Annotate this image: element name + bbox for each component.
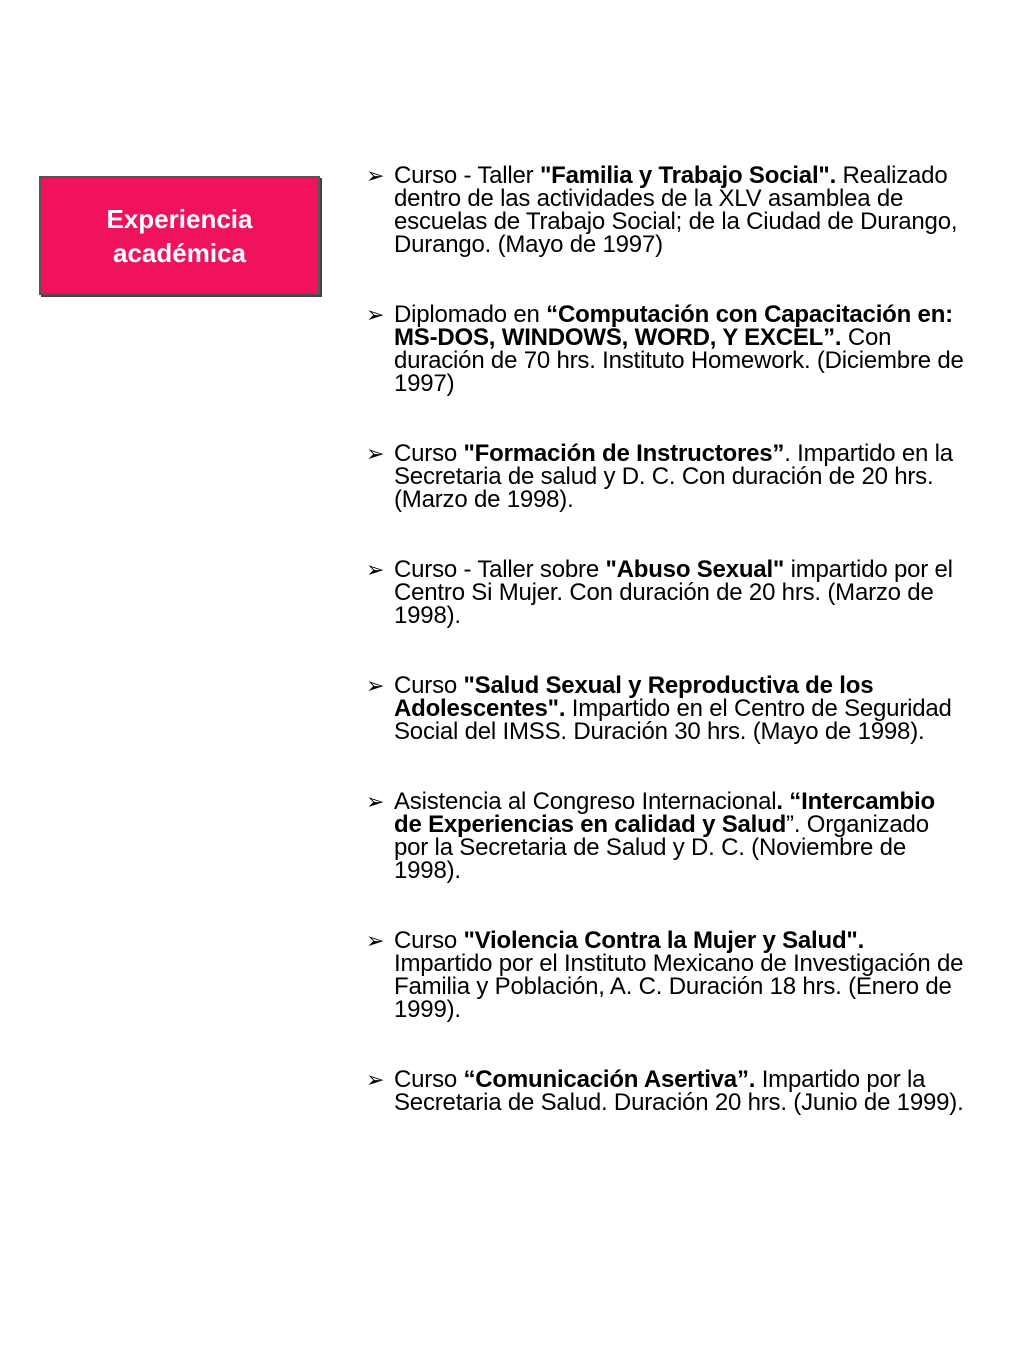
entry-text: Asistencia al Congreso Internacional (394, 788, 777, 815)
arrow-bullet-icon: ➢ (366, 557, 385, 582)
entry-text: Impartido en el Centro de Seguridad Social del IMSS. Duración 30 hrs. (Mayo de 1998). (394, 695, 952, 745)
arrow-bullet-icon: ➢ (366, 673, 385, 698)
section-title-line-2: académica (113, 237, 246, 268)
entry-highlight: “Comunicación Asertiva”. (463, 1066, 756, 1093)
arrow-bullet-icon: ➢ (366, 928, 385, 953)
entry-text: Curso (394, 1066, 464, 1093)
entry-text: Curso (394, 927, 464, 954)
arrow-bullet-icon: ➢ (366, 163, 385, 188)
arrow-bullet-icon: ➢ (366, 302, 385, 327)
list-item (366, 790, 966, 882)
entry-text: . Impartido en la Secretaria de salud y D. C. Con duración de 20 hrs. (Marzo de 1998). (394, 440, 953, 513)
entry-highlight: "Familia y Trabajo Social". (539, 162, 837, 189)
entry-highlight: . “Intercambio de Experiencias en calidad y Salud (394, 788, 935, 838)
list-item (366, 164, 966, 256)
arrow-bullet-icon: ➢ (366, 441, 385, 466)
list-item (366, 674, 966, 743)
list-item (366, 929, 966, 1021)
list-item (366, 558, 966, 627)
entry-text: Curso (394, 672, 464, 699)
section-heading-box (39, 176, 320, 295)
entry-text: Con duración de 70 hrs. Instituto Homework. (Diciembre de 1997) (394, 324, 964, 397)
arrow-bullet-icon: ➢ (366, 1067, 385, 1092)
list-item (366, 442, 966, 511)
entry-text: Curso - Taller (394, 162, 540, 189)
entry-highlight: "Formación de Instructores” (463, 440, 785, 467)
entry-highlight: "Salud Sexual y Reproductiva de los Adolescentes". (394, 672, 874, 722)
entry-text: Impartido por el Instituto Mexicano de Investigación de Familia y Población, A. C. Duración 18 hrs. (Enero de 1999). (394, 950, 964, 1023)
arrow-bullet-icon: ➢ (366, 789, 385, 814)
list-item (366, 303, 966, 395)
academic-experience-list (366, 164, 966, 1114)
list-item (366, 1068, 966, 1114)
entry-highlight: “Computación con Capacitación en: MS-DOS, WINDOWS, WORD, Y EXCEL”. (394, 301, 953, 351)
entry-highlight: "Violencia Contra la Mujer y Salud". (463, 927, 865, 954)
entry-text: Impartido por la Secretaria de Salud. Duración 20 hrs. (Junio de 1999). (394, 1066, 964, 1116)
entry-text: impartido por el Centro Si Mujer. Con duración de 20 hrs. (Marzo de 1998). (394, 556, 953, 629)
section-title (60, 202, 300, 270)
entry-text: Curso (394, 440, 464, 467)
entry-text: ”. Organizado por la Secretaria de Salud y D. C. (Noviembre de 1998). (394, 811, 929, 884)
entry-text: Diplomado en (394, 301, 547, 328)
entry-highlight: "Abuso Sexual" (605, 556, 785, 583)
section-title-line-1: Experiencia (106, 203, 253, 234)
entry-text: Curso - Taller sobre (394, 556, 606, 583)
entry-text: Realizado dentro de las actividades de la XLV asamblea de escuelas de Trabajo Social; de la Ciudad de Durango, Durango. (Mayo de 1997) (394, 162, 958, 258)
